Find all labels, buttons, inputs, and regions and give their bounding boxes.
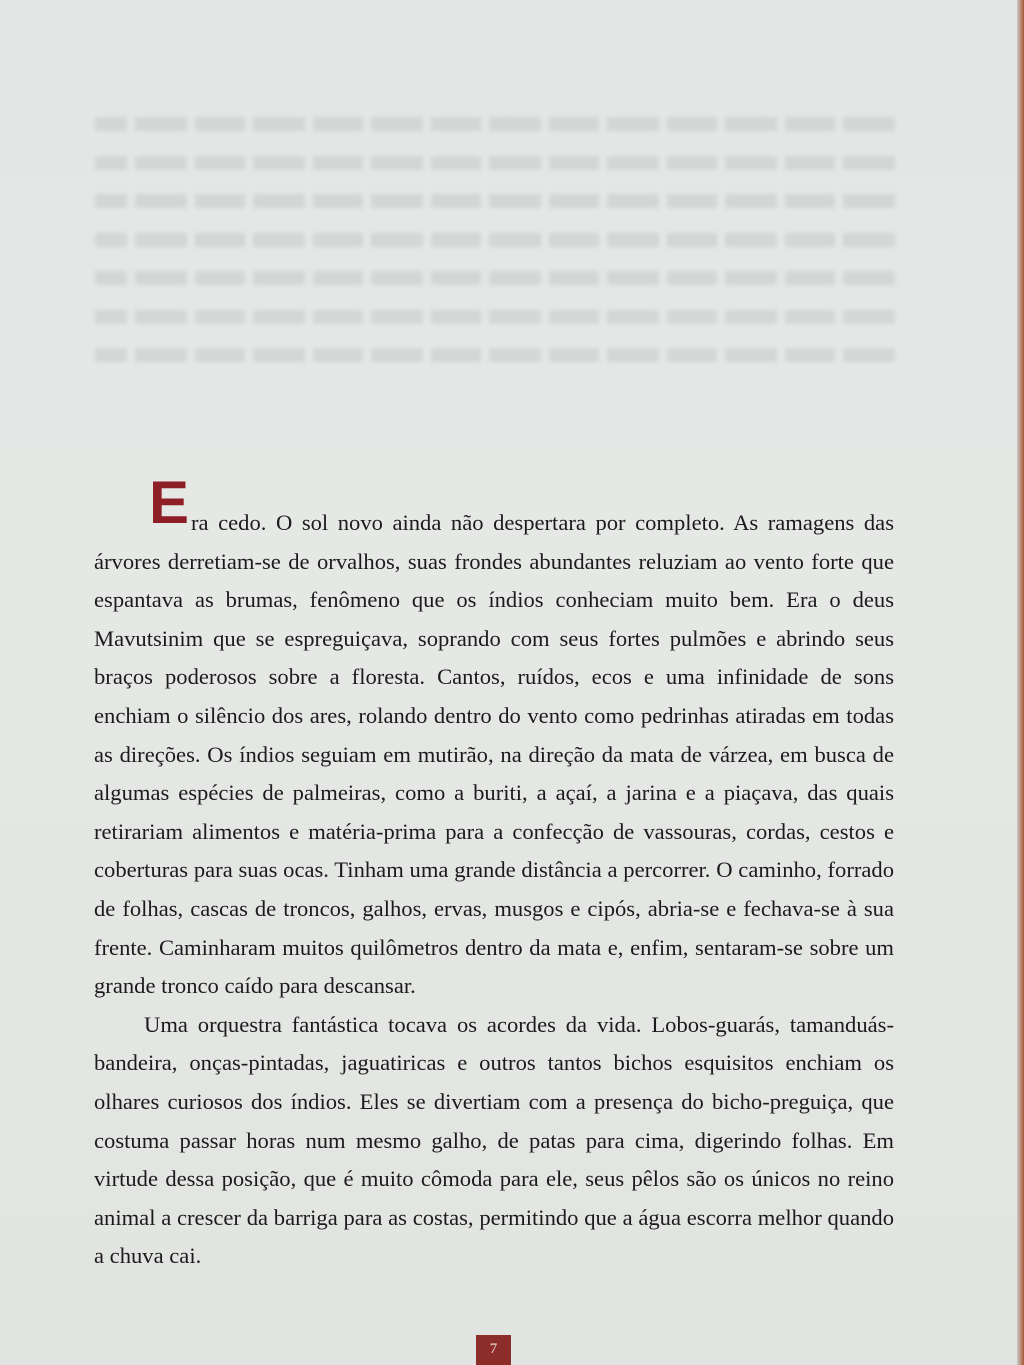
- paragraph-1: [94, 469, 894, 1006]
- page-edge: [1017, 0, 1024, 1365]
- drop-cap: E: [149, 469, 190, 536]
- body-text: [94, 469, 894, 1276]
- page-number: 7: [476, 1335, 511, 1365]
- paragraph-2: Uma orquestra fantástica tocava os acordes da vida. Lobos-guarás, tamanduás-bandeira, onças-pintadas, jaguatiricas e outros tantos bichos esquisitos enchiam os olhares curiosos dos índios. Eles se divertiam com a presença do bicho-preguiça, que costuma passar horas num mesmo galho, de patas para cima, digerindo folhas. Em virtude dessa posição, que é muito cômoda para ele, seus pêlos são os únicos no reino animal a crescer da barriga para as costas, permitindo que a água escorra melhor quando a chuva cai.: [94, 1011, 894, 1269]
- paragraph-1-text: ra cedo. O sol novo ainda não despertara por completo. As ramagens das árvores derretiam-se de orvalhos, suas frondes abundantes reluziam ao vento forte que espantava as brumas, fenômeno que os índios conheciam muito bem. Era o deus Mavutsinim que se espreguiçava, soprando com seus fortes pulmões e abrindo seus braços poderosos sobre a floresta. Cantos, ruídos, ecos e uma infinidade de sons enchiam o silêncio dos ares, rolando dentro do vento como pedrinhas atiradas em todas as direções. Os índios seguiam em mutirão, na direção da mata de várzea, em busca de algumas espécies de palmeiras, como a buriti, a açaí, a jarina e a piaçava, das quais retirariam alimentos e matéria-prima para a confecção de vassouras, cordas, cestos e coberturas para suas ocas. Tinham uma grande distância a percorrer. O caminho, forrado de folhas, cascas de troncos, galhos, ervas, musgos e cipós, abria-se e fechava-se à sua frente. Caminharam muitos quilômetros dentro da mata e, enfim, sentaram-se sobre um grande tronco caído para descansar.: [94, 510, 894, 999]
- show-through-text: [95, 105, 895, 395]
